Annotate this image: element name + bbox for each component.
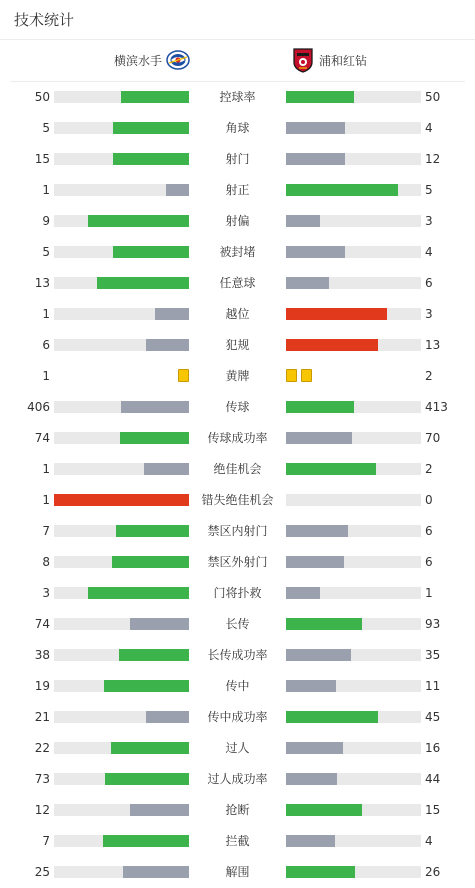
- stat-label: 角球: [225, 121, 250, 135]
- stat-label: 射门: [225, 152, 250, 166]
- away-bar-track: [286, 773, 421, 785]
- home-value: 25: [34, 865, 50, 879]
- teams-header: [10, 41, 465, 82]
- away-value: 1: [425, 586, 433, 600]
- home-value: 6: [42, 338, 50, 352]
- stat-row: [0, 330, 475, 361]
- home-bar-fill: [130, 618, 189, 630]
- home-value: 12: [34, 803, 50, 817]
- away-bar-fill: [286, 866, 355, 878]
- away-bar-fill: [286, 835, 335, 847]
- away-bar-fill: [286, 401, 354, 413]
- home-bar-track: [54, 432, 189, 444]
- away-value: 4: [425, 834, 433, 848]
- home-bar-fill: [146, 711, 189, 723]
- home-bar-track: [54, 339, 189, 351]
- away-bar-fill: [286, 742, 343, 754]
- away-value: 70: [425, 431, 441, 445]
- home-value: 9: [42, 214, 50, 228]
- away-bar-fill: [286, 122, 345, 134]
- home-bar-track: [54, 246, 189, 258]
- away-bar-fill: [286, 153, 345, 165]
- stat-row: [0, 206, 475, 237]
- home-bar-track: [54, 463, 189, 475]
- away-value: 35: [425, 648, 441, 662]
- away-bar-fill: [286, 587, 320, 599]
- away-bar-fill: [286, 432, 352, 444]
- home-bar-track: [54, 308, 189, 320]
- home-bar-track: [54, 618, 189, 630]
- away-value: 6: [425, 276, 433, 290]
- stat-label: 解围: [225, 865, 250, 879]
- away-bar-fill: [286, 711, 378, 723]
- home-value: 74: [34, 431, 50, 445]
- home-bar-fill: [111, 742, 189, 754]
- away-bar-track: [286, 525, 421, 537]
- away-bar-track: [286, 587, 421, 599]
- away-value: 26: [425, 865, 441, 879]
- home-value: 3: [42, 586, 50, 600]
- stat-row: [0, 299, 475, 330]
- away-value: 11: [425, 679, 441, 693]
- home-bar-fill: [97, 277, 189, 289]
- away-bar-fill: [286, 339, 378, 351]
- home-bar-fill: [113, 246, 189, 258]
- away-value: 2: [425, 462, 433, 476]
- stat-row: [0, 361, 475, 392]
- away-bar-track: [286, 649, 421, 661]
- stat-row: [0, 702, 475, 733]
- stat-label: 传球: [225, 400, 250, 414]
- stat-label: 传球成功率: [207, 431, 268, 445]
- away-team-name: 浦和红钻: [319, 54, 368, 68]
- stat-row: [0, 82, 475, 113]
- away-value: 2: [425, 369, 433, 383]
- home-bar-fill: [130, 804, 189, 816]
- stat-row: [0, 144, 475, 175]
- home-bar-fill: [104, 680, 189, 692]
- away-bar-fill: [286, 618, 362, 630]
- home-bar-track: [54, 556, 189, 568]
- away-bar-track: [286, 246, 421, 258]
- away-value: 3: [425, 214, 433, 228]
- home-value: 1: [42, 307, 50, 321]
- home-bar-track: [54, 742, 189, 754]
- away-value: 6: [425, 555, 433, 569]
- stat-label: 任意球: [219, 276, 256, 290]
- stat-row: [0, 733, 475, 764]
- away-value: 6: [425, 524, 433, 538]
- urawa-crest-icon: [292, 47, 314, 76]
- yellow-card-icon: [301, 369, 312, 382]
- home-bar-track: [54, 277, 189, 289]
- stat-label: 长传: [225, 617, 250, 631]
- stat-row: [0, 175, 475, 206]
- away-value: 13: [425, 338, 441, 352]
- stat-label: 犯规: [225, 338, 250, 352]
- home-bar-track: [54, 680, 189, 692]
- away-bar-track: [286, 742, 421, 754]
- home-bar-fill: [103, 835, 189, 847]
- home-bar-fill: [112, 556, 189, 568]
- stat-label: 过人成功率: [207, 772, 268, 786]
- home-bar-fill: [144, 463, 189, 475]
- home-value: 21: [34, 710, 50, 724]
- away-bar-fill: [286, 680, 336, 692]
- stat-row: [0, 640, 475, 671]
- home-bar-track: [54, 773, 189, 785]
- stat-row: [0, 454, 475, 485]
- away-bar-track: [286, 339, 421, 351]
- away-bar-track: [286, 680, 421, 692]
- home-bar-track: [54, 835, 189, 847]
- home-bar-track: [54, 866, 189, 878]
- stat-label: 拦截: [225, 834, 250, 848]
- away-value: 413: [425, 400, 448, 414]
- home-bar-track: [54, 122, 189, 134]
- home-value: 15: [34, 152, 50, 166]
- home-value: 7: [42, 524, 50, 538]
- away-value: 12: [425, 152, 441, 166]
- home-value: 1: [42, 369, 50, 383]
- away-bar-track: [286, 277, 421, 289]
- stat-label: 被封堵: [219, 245, 256, 259]
- home-value: 406: [27, 400, 50, 414]
- home-value: 50: [34, 90, 50, 104]
- home-bar-fill: [155, 308, 189, 320]
- stat-row: [0, 795, 475, 826]
- home-bar-fill: [113, 153, 189, 165]
- stat-row: [0, 485, 475, 516]
- stat-row: [0, 516, 475, 547]
- stat-row: [0, 578, 475, 609]
- home-team-name: 横滨水手: [114, 54, 163, 68]
- home-bar-track: [54, 215, 189, 227]
- away-value: 16: [425, 741, 441, 755]
- home-team[interactable]: [114, 41, 190, 81]
- home-value: 1: [42, 493, 50, 507]
- stat-label: 射正: [225, 183, 250, 197]
- away-bar-track: [286, 153, 421, 165]
- home-value: 1: [42, 183, 50, 197]
- stat-label: 禁区外射门: [207, 555, 268, 569]
- home-value: 8: [42, 555, 50, 569]
- home-bar-fill: [121, 401, 189, 413]
- away-bar-track: [286, 215, 421, 227]
- stat-row: [0, 609, 475, 640]
- stat-label: 绝佳机会: [213, 462, 262, 476]
- away-value: 50: [425, 90, 441, 104]
- away-bar-track: [286, 494, 421, 506]
- home-bar-fill: [54, 494, 189, 506]
- away-bar-track: [286, 711, 421, 723]
- stat-row: [0, 671, 475, 702]
- away-bar-track: [286, 866, 421, 878]
- stat-label: 越位: [225, 307, 250, 321]
- stat-label: 黄牌: [225, 369, 250, 383]
- home-value: 1: [42, 462, 50, 476]
- away-bar-track: [286, 556, 421, 568]
- stat-row: [0, 423, 475, 454]
- home-bar-fill: [88, 587, 189, 599]
- away-value: 0: [425, 493, 433, 507]
- stat-row: [0, 764, 475, 795]
- away-value: 45: [425, 710, 441, 724]
- yellow-card-icon: [178, 369, 189, 382]
- home-value: 19: [34, 679, 50, 693]
- home-value: 13: [34, 276, 50, 290]
- stat-row: [0, 392, 475, 423]
- away-value: 44: [425, 772, 441, 786]
- away-bar-track: [286, 432, 421, 444]
- away-bar-track: [286, 401, 421, 413]
- away-bar-track: [286, 184, 421, 196]
- yellow-card-icon: [286, 369, 297, 382]
- home-bar-track: [54, 711, 189, 723]
- away-bar-fill: [286, 308, 387, 320]
- away-bar-track: [286, 835, 421, 847]
- home-value: 73: [34, 772, 50, 786]
- away-bar-track: [286, 804, 421, 816]
- stat-label: 门将扑救: [213, 586, 262, 600]
- home-bar-fill: [120, 432, 189, 444]
- away-value: 4: [425, 245, 433, 259]
- away-bar-fill: [286, 556, 344, 568]
- home-value: 38: [34, 648, 50, 662]
- stat-row: [0, 268, 475, 299]
- home-bar-fill: [166, 184, 189, 196]
- home-bar-fill: [105, 773, 189, 785]
- home-bar-track: [54, 184, 189, 196]
- away-bar-fill: [286, 463, 376, 475]
- stats-header: [0, 0, 475, 40]
- stat-row: [0, 237, 475, 268]
- home-bar-track: [54, 91, 189, 103]
- stat-label: 传中成功率: [207, 710, 268, 724]
- away-bar-fill: [286, 91, 354, 103]
- away-bar-track: [286, 122, 421, 134]
- page-title: 技术统计: [14, 11, 75, 29]
- yokohama-crest-icon: [166, 49, 190, 74]
- away-value: 93: [425, 617, 441, 631]
- stat-label: 长传成功率: [207, 648, 268, 662]
- home-yellow-cards: [178, 369, 189, 382]
- home-bar-track: [54, 587, 189, 599]
- stat-row: [0, 826, 475, 857]
- home-value: 5: [42, 245, 50, 259]
- home-value: 7: [42, 834, 50, 848]
- away-value: 4: [425, 121, 433, 135]
- home-bar-track: [54, 401, 189, 413]
- away-bar-track: [286, 91, 421, 103]
- home-bar-track: [54, 525, 189, 537]
- stat-label: 传中: [225, 679, 250, 693]
- away-bar-fill: [286, 773, 337, 785]
- away-bar-fill: [286, 246, 345, 258]
- away-bar-fill: [286, 184, 398, 196]
- away-bar-track: [286, 618, 421, 630]
- away-bar-fill: [286, 215, 320, 227]
- home-value: 22: [34, 741, 50, 755]
- home-bar-fill: [113, 122, 189, 134]
- stat-label: 错失绝佳机会: [201, 493, 274, 507]
- stat-label: 控球率: [219, 90, 256, 104]
- away-team[interactable]: [292, 41, 367, 81]
- stat-row: [0, 857, 475, 888]
- stat-label: 射偏: [225, 214, 250, 228]
- home-bar-track: [54, 494, 189, 506]
- home-bar-fill: [116, 525, 189, 537]
- away-value: 3: [425, 307, 433, 321]
- home-bar-fill: [88, 215, 189, 227]
- home-bar-track: [54, 649, 189, 661]
- away-bar-track: [286, 463, 421, 475]
- stat-label: 禁区内射门: [207, 524, 268, 538]
- stat-label: 抢断: [225, 803, 250, 817]
- home-value: 5: [42, 121, 50, 135]
- away-value: 15: [425, 803, 441, 817]
- home-bar-fill: [123, 866, 189, 878]
- away-bar-fill: [286, 525, 348, 537]
- home-bar-fill: [119, 649, 189, 661]
- home-bar-track: [54, 153, 189, 165]
- stat-row: [0, 113, 475, 144]
- away-bar-fill: [286, 649, 351, 661]
- away-bar-track: [286, 308, 421, 320]
- home-bar-fill: [146, 339, 189, 351]
- stat-label: 过人: [225, 741, 250, 755]
- home-bar-fill: [121, 91, 189, 103]
- home-bar-track: [54, 804, 189, 816]
- away-value: 5: [425, 183, 433, 197]
- away-yellow-cards: [286, 369, 312, 382]
- away-bar-fill: [286, 277, 329, 289]
- home-value: 74: [34, 617, 50, 631]
- away-bar-fill: [286, 804, 362, 816]
- stat-row: [0, 547, 475, 578]
